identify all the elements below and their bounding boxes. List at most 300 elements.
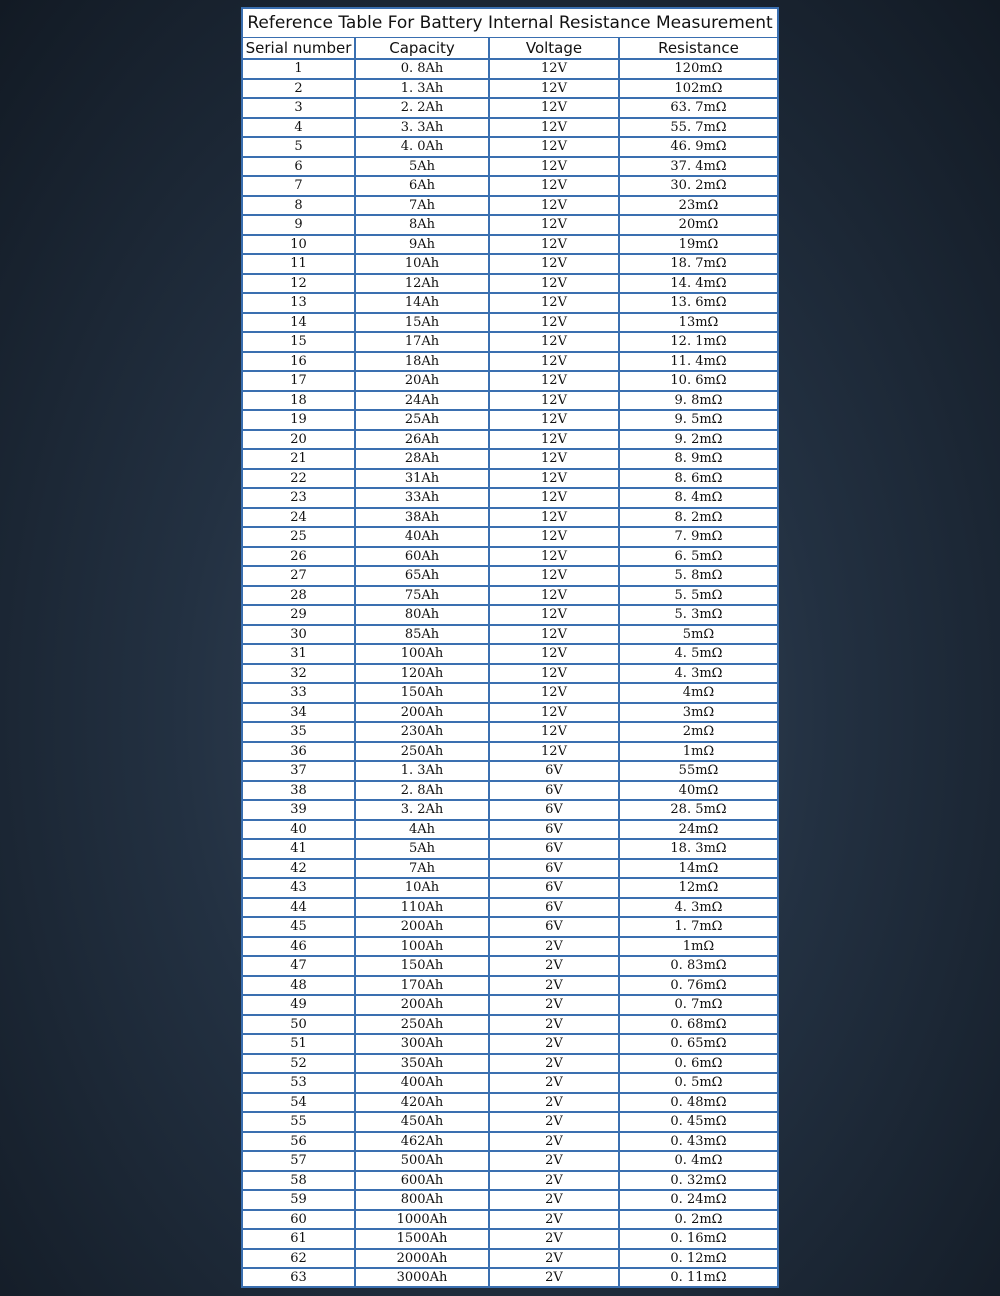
capacity-cell: 10Ah bbox=[355, 878, 489, 898]
capacity-cell: 200Ah bbox=[355, 703, 489, 723]
capacity-cell: 25Ah bbox=[355, 410, 489, 430]
capacity-cell: 6Ah bbox=[355, 176, 489, 196]
capacity-cell: 26Ah bbox=[355, 430, 489, 450]
resistance-cell: 5. 8mΩ bbox=[619, 566, 777, 586]
serial-number-cell: 25 bbox=[243, 527, 355, 547]
resistance-cell: 9. 2mΩ bbox=[619, 430, 777, 450]
table-row bbox=[243, 176, 777, 196]
table-row bbox=[243, 527, 777, 547]
table-row bbox=[243, 488, 777, 508]
voltage-cell: 6V bbox=[489, 781, 619, 801]
resistance-cell: 102mΩ bbox=[619, 79, 777, 99]
capacity-cell: 31Ah bbox=[355, 469, 489, 489]
capacity-cell: 800Ah bbox=[355, 1190, 489, 1210]
table-row bbox=[243, 118, 777, 138]
resistance-cell: 0. 16mΩ bbox=[619, 1229, 777, 1249]
voltage-cell: 12V bbox=[489, 176, 619, 196]
voltage-cell: 12V bbox=[489, 98, 619, 118]
table-title: Reference Table For Battery Internal Resistance Measurement bbox=[243, 9, 777, 38]
resistance-cell: 8. 9mΩ bbox=[619, 449, 777, 469]
resistance-cell: 19mΩ bbox=[619, 235, 777, 255]
resistance-cell: 0. 83mΩ bbox=[619, 956, 777, 976]
table-row bbox=[243, 547, 777, 567]
serial-number-cell: 8 bbox=[243, 196, 355, 216]
serial-number-cell: 5 bbox=[243, 137, 355, 157]
capacity-cell: 200Ah bbox=[355, 917, 489, 937]
capacity-cell: 170Ah bbox=[355, 976, 489, 996]
voltage-cell: 12V bbox=[489, 235, 619, 255]
capacity-cell: 5Ah bbox=[355, 839, 489, 859]
resistance-cell: 18. 7mΩ bbox=[619, 254, 777, 274]
voltage-cell: 2V bbox=[489, 1132, 619, 1152]
table-row bbox=[243, 157, 777, 177]
serial-number-cell: 47 bbox=[243, 956, 355, 976]
table-row bbox=[243, 1229, 777, 1249]
serial-number-cell: 50 bbox=[243, 1015, 355, 1035]
table-row bbox=[243, 1093, 777, 1113]
table-row bbox=[243, 235, 777, 255]
voltage-cell: 12V bbox=[489, 469, 619, 489]
voltage-cell: 12V bbox=[489, 742, 619, 762]
serial-number-cell: 57 bbox=[243, 1151, 355, 1171]
table-row bbox=[243, 293, 777, 313]
serial-number-cell: 58 bbox=[243, 1171, 355, 1191]
capacity-cell: 1. 3Ah bbox=[355, 79, 489, 99]
serial-number-cell: 44 bbox=[243, 898, 355, 918]
table-row bbox=[243, 742, 777, 762]
table-row bbox=[243, 956, 777, 976]
voltage-cell: 12V bbox=[489, 313, 619, 333]
resistance-cell: 0. 48mΩ bbox=[619, 1093, 777, 1113]
resistance-cell: 0. 45mΩ bbox=[619, 1112, 777, 1132]
capacity-cell: 250Ah bbox=[355, 742, 489, 762]
table-row bbox=[243, 644, 777, 664]
serial-number-cell: 31 bbox=[243, 644, 355, 664]
capacity-cell: 5Ah bbox=[355, 157, 489, 177]
capacity-cell: 85Ah bbox=[355, 625, 489, 645]
capacity-cell: 400Ah bbox=[355, 1073, 489, 1093]
capacity-cell: 450Ah bbox=[355, 1112, 489, 1132]
table-row bbox=[243, 917, 777, 937]
voltage-cell: 12V bbox=[489, 664, 619, 684]
serial-number-cell: 35 bbox=[243, 722, 355, 742]
resistance-cell: 5. 5mΩ bbox=[619, 586, 777, 606]
resistance-cell: 28. 5mΩ bbox=[619, 800, 777, 820]
capacity-cell: 14Ah bbox=[355, 293, 489, 313]
table-row bbox=[243, 1268, 777, 1287]
serial-number-cell: 32 bbox=[243, 664, 355, 684]
resistance-cell: 12. 1mΩ bbox=[619, 332, 777, 352]
voltage-cell: 2V bbox=[489, 1268, 619, 1287]
serial-number-cell: 15 bbox=[243, 332, 355, 352]
resistance-cell: 5. 3mΩ bbox=[619, 605, 777, 625]
table-body bbox=[243, 59, 777, 1287]
header-row bbox=[243, 38, 777, 59]
table-row bbox=[243, 391, 777, 411]
table-row bbox=[243, 781, 777, 801]
table-row bbox=[243, 430, 777, 450]
serial-number-cell: 46 bbox=[243, 937, 355, 957]
capacity-cell: 2. 2Ah bbox=[355, 98, 489, 118]
table-row bbox=[243, 1054, 777, 1074]
voltage-cell: 12V bbox=[489, 488, 619, 508]
resistance-cell: 13mΩ bbox=[619, 313, 777, 333]
voltage-cell: 2V bbox=[489, 1034, 619, 1054]
resistance-cell: 13. 6mΩ bbox=[619, 293, 777, 313]
table-row bbox=[243, 313, 777, 333]
table-row bbox=[243, 800, 777, 820]
table-row bbox=[243, 137, 777, 157]
table-row bbox=[243, 937, 777, 957]
serial-number-cell: 45 bbox=[243, 917, 355, 937]
voltage-cell: 12V bbox=[489, 274, 619, 294]
resistance-cell: 4. 3mΩ bbox=[619, 664, 777, 684]
serial-number-cell: 40 bbox=[243, 820, 355, 840]
resistance-cell: 8. 6mΩ bbox=[619, 469, 777, 489]
capacity-cell: 12Ah bbox=[355, 274, 489, 294]
resistance-cell: 8. 4mΩ bbox=[619, 488, 777, 508]
header-voltage: Voltage bbox=[489, 38, 619, 59]
capacity-cell: 7Ah bbox=[355, 859, 489, 879]
header-resistance: Resistance bbox=[619, 38, 777, 59]
serial-number-cell: 27 bbox=[243, 566, 355, 586]
table-row bbox=[243, 761, 777, 781]
table-row bbox=[243, 722, 777, 742]
capacity-cell: 100Ah bbox=[355, 644, 489, 664]
resistance-cell: 55. 7mΩ bbox=[619, 118, 777, 138]
resistance-cell: 0. 65mΩ bbox=[619, 1034, 777, 1054]
table-row bbox=[243, 820, 777, 840]
serial-number-cell: 4 bbox=[243, 118, 355, 138]
table-row bbox=[243, 1112, 777, 1132]
table-row bbox=[243, 274, 777, 294]
capacity-cell: 20Ah bbox=[355, 371, 489, 391]
serial-number-cell: 63 bbox=[243, 1268, 355, 1287]
voltage-cell: 12V bbox=[489, 430, 619, 450]
table-row bbox=[243, 625, 777, 645]
resistance-cell: 4mΩ bbox=[619, 683, 777, 703]
resistance-cell: 0. 11mΩ bbox=[619, 1268, 777, 1287]
serial-number-cell: 43 bbox=[243, 878, 355, 898]
data-table bbox=[243, 38, 777, 1287]
table-row bbox=[243, 371, 777, 391]
table-row bbox=[243, 1015, 777, 1035]
table-row bbox=[243, 898, 777, 918]
serial-number-cell: 55 bbox=[243, 1112, 355, 1132]
resistance-cell: 18. 3mΩ bbox=[619, 839, 777, 859]
serial-number-cell: 12 bbox=[243, 274, 355, 294]
capacity-cell: 150Ah bbox=[355, 683, 489, 703]
table-row bbox=[243, 98, 777, 118]
resistance-cell: 2mΩ bbox=[619, 722, 777, 742]
voltage-cell: 2V bbox=[489, 1171, 619, 1191]
voltage-cell: 12V bbox=[489, 293, 619, 313]
resistance-cell: 63. 7mΩ bbox=[619, 98, 777, 118]
voltage-cell: 2V bbox=[489, 976, 619, 996]
voltage-cell: 2V bbox=[489, 937, 619, 957]
serial-number-cell: 30 bbox=[243, 625, 355, 645]
resistance-cell: 5mΩ bbox=[619, 625, 777, 645]
capacity-cell: 420Ah bbox=[355, 1093, 489, 1113]
table-row bbox=[243, 1190, 777, 1210]
voltage-cell: 12V bbox=[489, 196, 619, 216]
voltage-cell: 12V bbox=[489, 137, 619, 157]
voltage-cell: 12V bbox=[489, 118, 619, 138]
table-row bbox=[243, 1034, 777, 1054]
table-row bbox=[243, 683, 777, 703]
resistance-cell: 30. 2mΩ bbox=[619, 176, 777, 196]
capacity-cell: 1. 3Ah bbox=[355, 761, 489, 781]
header-capacity: Capacity bbox=[355, 38, 489, 59]
voltage-cell: 6V bbox=[489, 800, 619, 820]
resistance-cell: 23mΩ bbox=[619, 196, 777, 216]
resistance-cell: 1mΩ bbox=[619, 937, 777, 957]
resistance-cell: 0. 43mΩ bbox=[619, 1132, 777, 1152]
capacity-cell: 65Ah bbox=[355, 566, 489, 586]
table-row bbox=[243, 839, 777, 859]
voltage-cell: 12V bbox=[489, 703, 619, 723]
resistance-cell: 11. 4mΩ bbox=[619, 352, 777, 372]
table-row bbox=[243, 449, 777, 469]
capacity-cell: 4Ah bbox=[355, 820, 489, 840]
voltage-cell: 2V bbox=[489, 1015, 619, 1035]
serial-number-cell: 33 bbox=[243, 683, 355, 703]
serial-number-cell: 1 bbox=[243, 59, 355, 79]
voltage-cell: 6V bbox=[489, 859, 619, 879]
resistance-cell: 0. 2mΩ bbox=[619, 1210, 777, 1230]
voltage-cell: 2V bbox=[489, 1210, 619, 1230]
table-row bbox=[243, 254, 777, 274]
table-row bbox=[243, 586, 777, 606]
resistance-reference-table bbox=[241, 7, 779, 1288]
table-row bbox=[243, 1171, 777, 1191]
voltage-cell: 12V bbox=[489, 508, 619, 528]
voltage-cell: 12V bbox=[489, 352, 619, 372]
resistance-cell: 4. 3mΩ bbox=[619, 898, 777, 918]
serial-number-cell: 26 bbox=[243, 547, 355, 567]
capacity-cell: 3. 2Ah bbox=[355, 800, 489, 820]
capacity-cell: 80Ah bbox=[355, 605, 489, 625]
capacity-cell: 600Ah bbox=[355, 1171, 489, 1191]
capacity-cell: 120Ah bbox=[355, 664, 489, 684]
voltage-cell: 6V bbox=[489, 820, 619, 840]
capacity-cell: 18Ah bbox=[355, 352, 489, 372]
capacity-cell: 350Ah bbox=[355, 1054, 489, 1074]
capacity-cell: 300Ah bbox=[355, 1034, 489, 1054]
resistance-cell: 0. 12mΩ bbox=[619, 1249, 777, 1269]
voltage-cell: 2V bbox=[489, 956, 619, 976]
voltage-cell: 12V bbox=[489, 449, 619, 469]
serial-number-cell: 56 bbox=[243, 1132, 355, 1152]
voltage-cell: 2V bbox=[489, 1190, 619, 1210]
serial-number-cell: 39 bbox=[243, 800, 355, 820]
serial-number-cell: 51 bbox=[243, 1034, 355, 1054]
table-row bbox=[243, 664, 777, 684]
capacity-cell: 150Ah bbox=[355, 956, 489, 976]
serial-number-cell: 41 bbox=[243, 839, 355, 859]
voltage-cell: 12V bbox=[489, 59, 619, 79]
table-row bbox=[243, 1210, 777, 1230]
serial-number-cell: 29 bbox=[243, 605, 355, 625]
resistance-cell: 4. 5mΩ bbox=[619, 644, 777, 664]
voltage-cell: 12V bbox=[489, 254, 619, 274]
capacity-cell: 2. 8Ah bbox=[355, 781, 489, 801]
serial-number-cell: 19 bbox=[243, 410, 355, 430]
voltage-cell: 6V bbox=[489, 761, 619, 781]
serial-number-cell: 52 bbox=[243, 1054, 355, 1074]
resistance-cell: 0. 6mΩ bbox=[619, 1054, 777, 1074]
table-row bbox=[243, 332, 777, 352]
serial-number-cell: 20 bbox=[243, 430, 355, 450]
serial-number-cell: 34 bbox=[243, 703, 355, 723]
capacity-cell: 38Ah bbox=[355, 508, 489, 528]
table-row bbox=[243, 196, 777, 216]
capacity-cell: 1000Ah bbox=[355, 1210, 489, 1230]
voltage-cell: 12V bbox=[489, 625, 619, 645]
table-row bbox=[243, 976, 777, 996]
resistance-cell: 0. 4mΩ bbox=[619, 1151, 777, 1171]
resistance-cell: 46. 9mΩ bbox=[619, 137, 777, 157]
capacity-cell: 8Ah bbox=[355, 215, 489, 235]
capacity-cell: 60Ah bbox=[355, 547, 489, 567]
serial-number-cell: 54 bbox=[243, 1093, 355, 1113]
voltage-cell: 12V bbox=[489, 332, 619, 352]
resistance-cell: 0. 7mΩ bbox=[619, 995, 777, 1015]
voltage-cell: 12V bbox=[489, 722, 619, 742]
serial-number-cell: 22 bbox=[243, 469, 355, 489]
voltage-cell: 12V bbox=[489, 157, 619, 177]
resistance-cell: 120mΩ bbox=[619, 59, 777, 79]
table-row bbox=[243, 410, 777, 430]
capacity-cell: 110Ah bbox=[355, 898, 489, 918]
resistance-cell: 14. 4mΩ bbox=[619, 274, 777, 294]
capacity-cell: 24Ah bbox=[355, 391, 489, 411]
capacity-cell: 17Ah bbox=[355, 332, 489, 352]
voltage-cell: 12V bbox=[489, 391, 619, 411]
resistance-cell: 3mΩ bbox=[619, 703, 777, 723]
voltage-cell: 2V bbox=[489, 995, 619, 1015]
serial-number-cell: 48 bbox=[243, 976, 355, 996]
resistance-cell: 37. 4mΩ bbox=[619, 157, 777, 177]
capacity-cell: 75Ah bbox=[355, 586, 489, 606]
capacity-cell: 1500Ah bbox=[355, 1229, 489, 1249]
capacity-cell: 28Ah bbox=[355, 449, 489, 469]
serial-number-cell: 14 bbox=[243, 313, 355, 333]
voltage-cell: 2V bbox=[489, 1073, 619, 1093]
table-row bbox=[243, 79, 777, 99]
table-row bbox=[243, 508, 777, 528]
serial-number-cell: 23 bbox=[243, 488, 355, 508]
serial-number-cell: 59 bbox=[243, 1190, 355, 1210]
resistance-cell: 0. 68mΩ bbox=[619, 1015, 777, 1035]
voltage-cell: 12V bbox=[489, 215, 619, 235]
serial-number-cell: 42 bbox=[243, 859, 355, 879]
serial-number-cell: 9 bbox=[243, 215, 355, 235]
serial-number-cell: 38 bbox=[243, 781, 355, 801]
resistance-cell: 7. 9mΩ bbox=[619, 527, 777, 547]
serial-number-cell: 61 bbox=[243, 1229, 355, 1249]
serial-number-cell: 36 bbox=[243, 742, 355, 762]
table-row bbox=[243, 59, 777, 79]
serial-number-cell: 10 bbox=[243, 235, 355, 255]
voltage-cell: 12V bbox=[489, 79, 619, 99]
voltage-cell: 2V bbox=[489, 1229, 619, 1249]
serial-number-cell: 6 bbox=[243, 157, 355, 177]
resistance-cell: 12mΩ bbox=[619, 878, 777, 898]
serial-number-cell: 18 bbox=[243, 391, 355, 411]
capacity-cell: 100Ah bbox=[355, 937, 489, 957]
capacity-cell: 2000Ah bbox=[355, 1249, 489, 1269]
header-serial-number: Serial number bbox=[243, 38, 355, 59]
resistance-cell: 0. 32mΩ bbox=[619, 1171, 777, 1191]
capacity-cell: 462Ah bbox=[355, 1132, 489, 1152]
serial-number-cell: 37 bbox=[243, 761, 355, 781]
capacity-cell: 7Ah bbox=[355, 196, 489, 216]
capacity-cell: 200Ah bbox=[355, 995, 489, 1015]
resistance-cell: 24mΩ bbox=[619, 820, 777, 840]
resistance-cell: 9. 8mΩ bbox=[619, 391, 777, 411]
capacity-cell: 500Ah bbox=[355, 1151, 489, 1171]
table-row bbox=[243, 352, 777, 372]
resistance-cell: 14mΩ bbox=[619, 859, 777, 879]
table-row bbox=[243, 995, 777, 1015]
table-row bbox=[243, 566, 777, 586]
resistance-cell: 40mΩ bbox=[619, 781, 777, 801]
table-row bbox=[243, 1132, 777, 1152]
serial-number-cell: 28 bbox=[243, 586, 355, 606]
voltage-cell: 12V bbox=[489, 371, 619, 391]
capacity-cell: 10Ah bbox=[355, 254, 489, 274]
serial-number-cell: 2 bbox=[243, 79, 355, 99]
serial-number-cell: 3 bbox=[243, 98, 355, 118]
capacity-cell: 3000Ah bbox=[355, 1268, 489, 1287]
capacity-cell: 250Ah bbox=[355, 1015, 489, 1035]
resistance-cell: 0. 5mΩ bbox=[619, 1073, 777, 1093]
table-row bbox=[243, 215, 777, 235]
table-row bbox=[243, 605, 777, 625]
table-row bbox=[243, 469, 777, 489]
voltage-cell: 6V bbox=[489, 839, 619, 859]
serial-number-cell: 60 bbox=[243, 1210, 355, 1230]
serial-number-cell: 13 bbox=[243, 293, 355, 313]
table-row bbox=[243, 1151, 777, 1171]
voltage-cell: 12V bbox=[489, 547, 619, 567]
voltage-cell: 2V bbox=[489, 1093, 619, 1113]
capacity-cell: 15Ah bbox=[355, 313, 489, 333]
voltage-cell: 12V bbox=[489, 644, 619, 664]
serial-number-cell: 21 bbox=[243, 449, 355, 469]
voltage-cell: 2V bbox=[489, 1249, 619, 1269]
voltage-cell: 12V bbox=[489, 586, 619, 606]
capacity-cell: 33Ah bbox=[355, 488, 489, 508]
resistance-cell: 1. 7mΩ bbox=[619, 917, 777, 937]
serial-number-cell: 17 bbox=[243, 371, 355, 391]
serial-number-cell: 7 bbox=[243, 176, 355, 196]
serial-number-cell: 53 bbox=[243, 1073, 355, 1093]
resistance-cell: 0. 24mΩ bbox=[619, 1190, 777, 1210]
capacity-cell: 40Ah bbox=[355, 527, 489, 547]
serial-number-cell: 11 bbox=[243, 254, 355, 274]
capacity-cell: 3. 3Ah bbox=[355, 118, 489, 138]
capacity-cell: 4. 0Ah bbox=[355, 137, 489, 157]
resistance-cell: 6. 5mΩ bbox=[619, 547, 777, 567]
serial-number-cell: 24 bbox=[243, 508, 355, 528]
resistance-cell: 9. 5mΩ bbox=[619, 410, 777, 430]
capacity-cell: 9Ah bbox=[355, 235, 489, 255]
serial-number-cell: 62 bbox=[243, 1249, 355, 1269]
table-row bbox=[243, 859, 777, 879]
voltage-cell: 12V bbox=[489, 527, 619, 547]
